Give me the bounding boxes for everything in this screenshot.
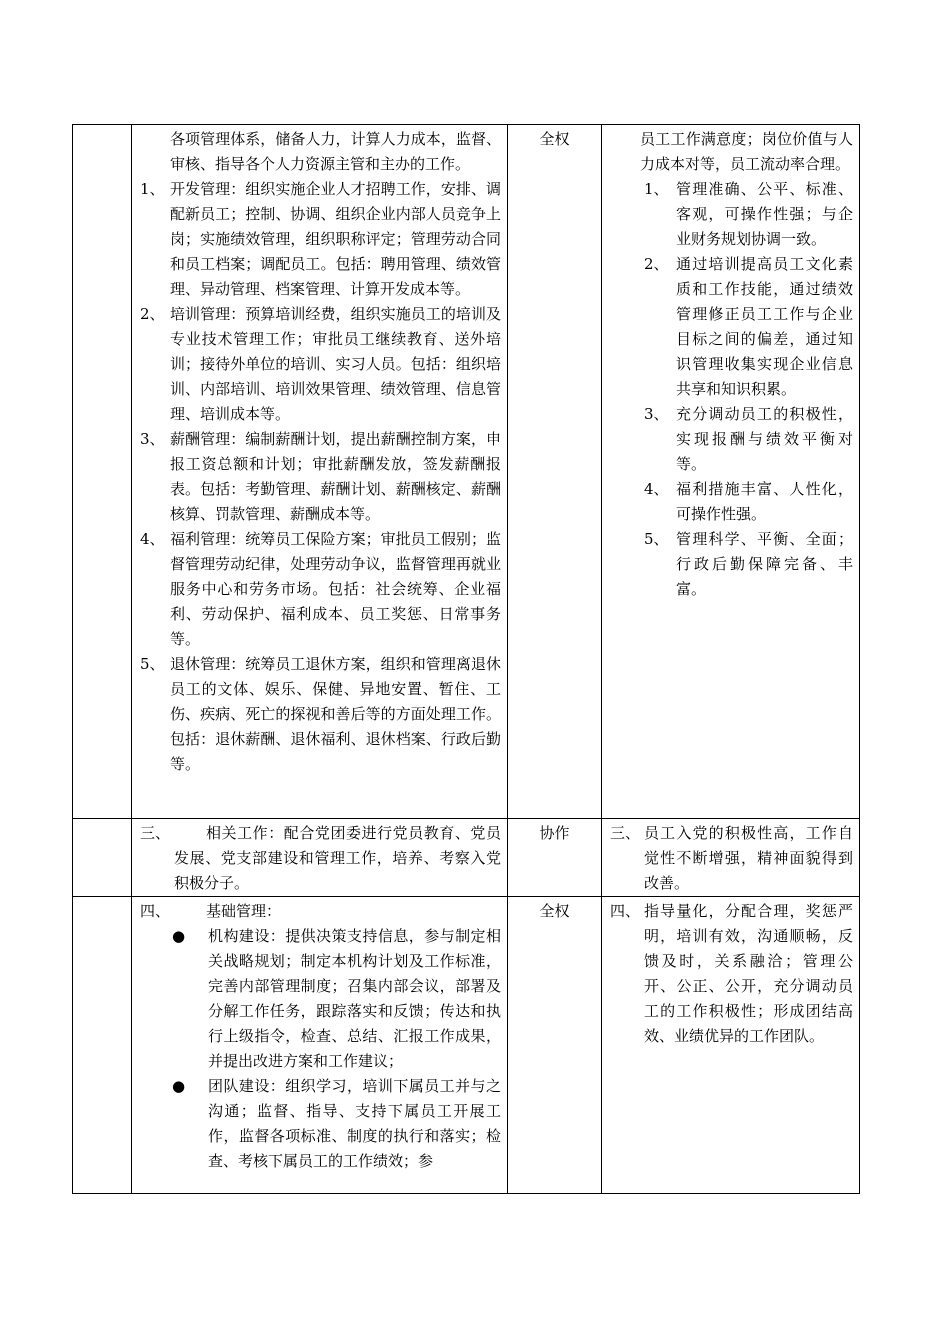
item-text: 机构建设：提供决策支持信息，参与制定相关战略规划；制定本机构计划及工作标准，完善内部管理制度；召集内部会议，部署及分解工作任务，跟踪落实和反馈；传达和执行上级指令，检查、总结、汇报工作成果，并提出改进方案和工作建议；: [208, 927, 501, 1070]
standard-cell: [602, 897, 860, 1194]
item-number: 3、: [140, 430, 165, 448]
list-item: [140, 652, 501, 777]
section-number: 四、: [140, 902, 171, 920]
section-text: 员工入党的积极性高，工作自觉性不断增强，精神面貌得到改善。: [644, 824, 853, 892]
table-row: [73, 897, 860, 1194]
section-heading: [140, 899, 501, 924]
item-number: 1、: [140, 180, 165, 198]
list-item: [610, 527, 853, 602]
section-item: [140, 821, 501, 896]
list-item: [610, 177, 853, 252]
item-text: 福利措施丰富、人性化，可操作性强。: [676, 480, 853, 523]
standard-cell: [602, 125, 860, 819]
item-number: 4、: [644, 480, 669, 498]
item-text: 薪酬管理：编制薪酬计划，提出薪酬控制方案，申报工资总额和计划；审批薪酬发放，签发薪酬报表。包括：考勤管理、薪酬计划、薪酬核定、薪酬核算、罚款管理、薪酬成本等。: [170, 430, 501, 523]
item-text: 培训管理：预算培训经费，组织实施员工的培训及专业技术管理工作；审批员工继续教育、送外培训；接待外单位的培训、实习人员。包括：组织培训、内部培训、培训效果管理、绩效管理、信息管理、培训成本等。: [170, 305, 501, 423]
row-label-cell: [73, 897, 132, 1194]
authority-cell: [508, 897, 602, 1194]
item-number: 5、: [644, 530, 669, 548]
list-item: [140, 427, 501, 527]
table-row: [73, 125, 860, 819]
item-number: 1、: [644, 180, 669, 198]
list-item: [610, 477, 853, 527]
responsibility-content-cell: [132, 125, 508, 819]
standard-cell: [602, 819, 860, 897]
section-number: 三、: [610, 824, 641, 842]
item-text: 退休管理：统筹员工退休方案，组织和管理离退休员工的文体、娱乐、保健、异地安置、暂住、工伤、疾病、死亡的探视和善后等的方面处理工作。包括：退休薪酬、退休福利、退休档案、行政后勤等。: [170, 655, 501, 773]
authority-cell: [508, 819, 602, 897]
authority-value: 全权: [539, 130, 570, 148]
list-item: [140, 302, 501, 427]
responsibility-content-cell: [132, 897, 508, 1194]
section-number: 三、: [140, 824, 171, 842]
item-text: 管理科学、平衡、全面；行政后勤保障完备、丰富。: [676, 530, 853, 598]
list-item: [140, 1074, 501, 1174]
authority-value: 全权: [539, 902, 570, 920]
responsibility-table: [72, 124, 860, 1194]
section-number: 四、: [610, 902, 641, 920]
item-text: 通过培训提高员工文化素质和工作技能，通过绩效管理修正员工工作与企业目标之间的偏差，通过知识管理收集实现企业信息共享和知识积累。: [676, 255, 853, 398]
item-text: 开发管理：组织实施企业人才招聘工作，安排、调配新员工；控制、协调、组织企业内部人员竞争上岗；实施绩效管理，组织职称评定；管理劳动合同和员工档案；调配员工。包括：聘用管理、绩效管理、异动管理、档案管理、计算开发成本等。: [170, 180, 501, 298]
standard-intro: 员工工作满意度；岗位价值与人力成本对等，员工流动率合理。: [640, 130, 853, 173]
item-text: 福利管理：统筹员工保险方案；审批员工假别；监督管理劳动纪律，处理劳动争议，监督管理再就业服务中心和劳务市场。包括：社会统筹、企业福利、劳动保护、福利成本、员工奖惩、日常事务等。: [170, 530, 501, 648]
list-item: [140, 177, 501, 302]
authority-cell: [508, 125, 602, 819]
authority-value: 协作: [539, 824, 570, 842]
section-text: 相关工作：配合党团委进行党员教育、党员发展、党支部建设和管理工作，培养、考察入党积极分子。: [174, 824, 501, 892]
item-number: 2、: [644, 255, 669, 273]
item-number: 3、: [644, 405, 669, 423]
list-item: [610, 252, 853, 402]
content-intro: 各项管理体系，储备人力，计算人力成本，监督、审核、指导各个人力资源主管和主办的工作。: [170, 130, 501, 173]
row-label-cell: [73, 819, 132, 897]
item-number: 2、: [140, 305, 165, 323]
section-title: 基础管理：: [206, 902, 282, 920]
section-item: [610, 821, 853, 896]
item-number: 5、: [140, 655, 165, 673]
item-text: 团队建设：组织学习，培训下属员工并与之沟通；监督、指导、支持下属员工开展工作，监督各项标准、制度的执行和落实；检查、考核下属员工的工作绩效；参: [208, 1077, 501, 1170]
list-item: [140, 527, 501, 652]
bullet-icon: ●: [172, 927, 186, 945]
section-text: 指导量化，分配合理，奖惩严明，培训有效，沟通顺畅，反馈及时，关系融洽；管理公开、公正、公开，充分调动员工的工作积极性；形成团结高效、业绩优异的工作团队。: [644, 902, 853, 1045]
responsibility-content-cell: [132, 819, 508, 897]
item-text: 充分调动员工的积极性，实现报酬与绩效平衡对等。: [676, 405, 853, 473]
table-row: [73, 819, 860, 897]
bullet-icon: ●: [172, 1077, 186, 1095]
item-number: 4、: [140, 530, 165, 548]
item-text: 管理准确、公平、标准、客观，可操作性强；与企业财务规划协调一致。: [676, 180, 853, 248]
section-item: [610, 899, 853, 1049]
list-item: [610, 402, 853, 477]
list-item: [140, 924, 501, 1074]
row-label-cell: [73, 125, 132, 819]
